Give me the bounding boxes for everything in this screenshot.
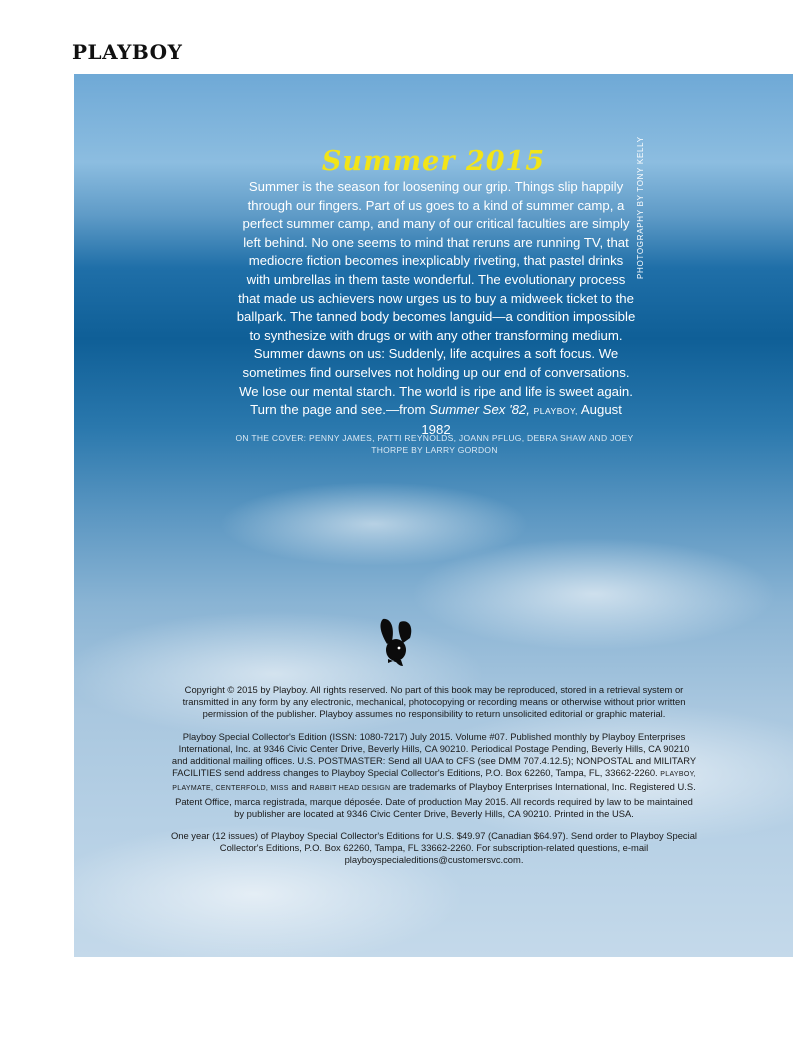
cover-credit: ON THE COVER: PENNY JAMES, PATTI REYNOLDS, JOANN PFLUG, DEBRA SHAW AND JOEY THORPE BY LARRY GORDON [235, 433, 634, 455]
photo-credit: PHOTOGRAPHY BY TONY KELLY [636, 136, 645, 279]
essay-source-title: Summer Sex '82, [429, 402, 530, 418]
publication-info-a: Playboy Special Collector's Edition (ISSN: 1080-7217) July 2015. Volume #07. Published monthly by Playboy Enterprises International, Inc. at 9346 Civic Center Drive, Beverly Hills, CA 90210. Periodical Postage Pending, Beverly Hills, CA 90210 and additional mailing offices. U.S. POSTMASTER: Send all UAA to CFS (see DMM 707.4.12.5); NONPOSTAL and MILITARY FACILITIES send address changes to Playboy Special Collector's Editions, P.O. Box 62260, Tampa, FL, 33662-2260. [171, 730, 697, 779]
copyright-notice: Copyright © 2015 by Playboy. All rights reserved. No part of this book may be reproduced, stored in a retrieval system or transmitted in any form by any electronic, mechanical, photocopying or recording means or otherwise without prior written permission of the publisher. Playboy assumes no responsibility to return unsolicited editorial or graphic material. [182, 684, 686, 720]
subscription-info: One year (12 issues) of Playboy Special Collector's Editions for U.S. $49.97 (Canadian $64.97). Send order to Playboy Special Collector's Editions, P.O. Box 62260, Tampa, FL 33662-2260. For subscription-related questions, e-mail playboyspecialeditions@customersvc.com. [170, 830, 698, 866]
essay-text: Summer is the season for loosening our grip. Things slip happily through our fingers. Part of us goes to a kind of summer camp, a perfect summer camp, and many of our critical faculties are simply left behind. No one seems to mind that reruns are running TV, that mediocre fiction becomes inexplicably riveting, that pastel drinks with umbrellas in them taste wonderful. The evolutionary process that made us achievers now urges us to buy a midweek ticket to the ballpark. The tanned body becomes languid—a condition impossible to synthesize with drugs or with any other transforming medium. Summer dawns on us: Suddenly, life acquires a soft focus. We sometimes find ourselves not holding up our end of conversations. We lose our mental starch. The world is ripe and life is sweet again. Turn the page and see.—from [236, 179, 636, 418]
rabbit-head-logo-icon [370, 616, 422, 672]
feature-title: Summer 2015 [321, 146, 546, 177]
publication-info [170, 731, 698, 820]
essay-source-magazine: PLAYBOY, [533, 406, 578, 417]
trademark-names-a: PLAYBOY, PLAYMATE, CENTERFOLD, MISS [172, 771, 696, 793]
trademark-and: and [291, 781, 307, 793]
ocean-photo [74, 74, 793, 957]
trademark-names-b: RABBIT HEAD DESIGN [309, 785, 391, 793]
feature-essay [236, 178, 636, 439]
essay-source-date: August 1982 [421, 402, 622, 437]
masthead: PLAYBOY [72, 40, 183, 64]
legal-notice [170, 684, 698, 877]
publication-info-b: are trademarks of Playboy Enterprises International, Inc. Registered U.S. Patent Office, marca registrada, marque déposée. Date of production May 2015. All records required by law to be maintained by publisher are located at 9346 Civic Center Drive, Beverly Hills, CA 90210. Printed in the USA. [175, 781, 696, 819]
